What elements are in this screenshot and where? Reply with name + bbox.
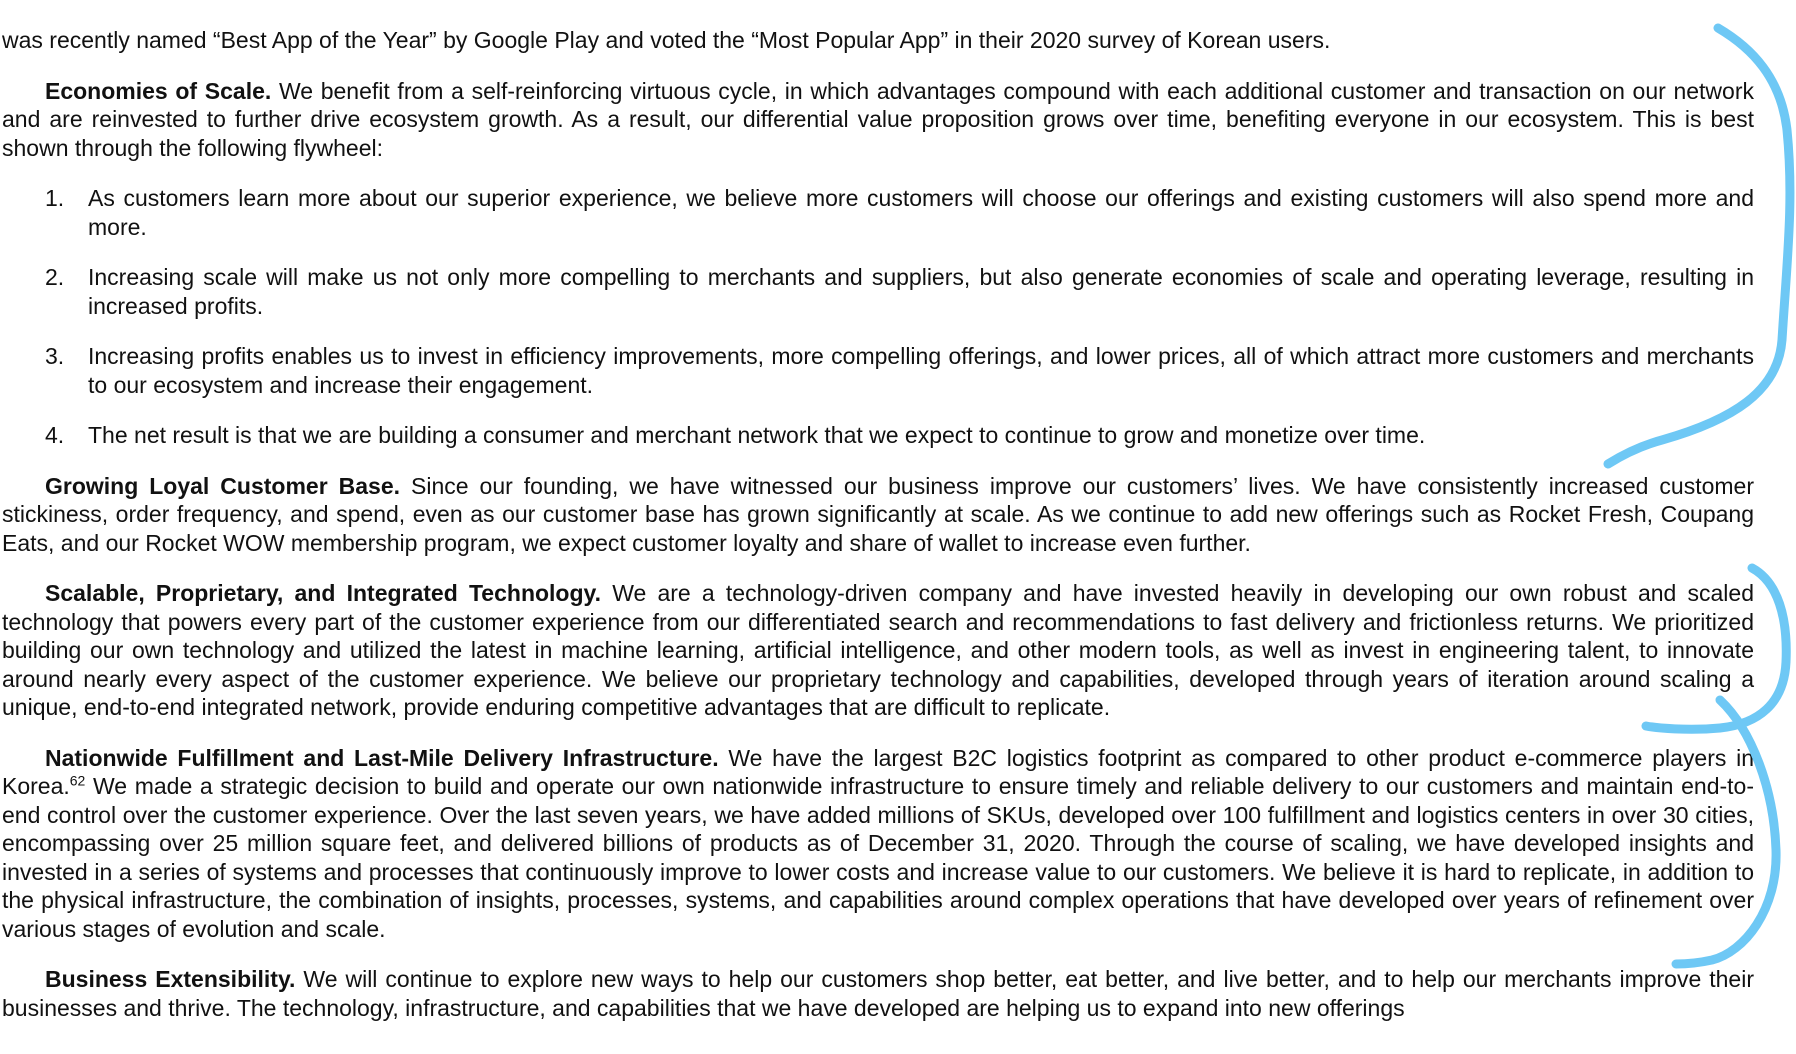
loyal-customer-heading: Growing Loyal Customer Base. <box>45 472 401 499</box>
technology-heading: Scalable, Proprietary, and Integrated Technology. <box>45 580 602 606</box>
list-item-text: Increasing profits enables us to invest in efficiency improvements, more compelling offerings, and lower prices, all of which attract more customers and merchants to our ecosystem and increase their engagement. <box>88 343 1754 398</box>
extensibility-body: We will continue to explore new ways to help our customers shop better, eat better, and live better, and to help our merchants improve their businesses and thrive. The technology, infrastructure, and capabilities that we have developed are helping us to expand into new offerings <box>2 966 1754 1021</box>
footnote-marker: 62 <box>69 772 86 789</box>
document-page <box>2 26 1754 1044</box>
technology-paragraph <box>2 579 1754 722</box>
economies-paragraph <box>2 77 1754 163</box>
economies-body: We benefit from a self-reinforcing virtuous cycle, in which advantages compound with each additional customer and transaction on our network and are reinvested to further drive ecosystem growth. As a result, our differential value proposition grows over time, benefiting everyone in our ecosystem. This is best shown through the following flywheel: <box>2 77 1754 161</box>
fulfillment-body-a: We have the largest B2C logistics footprint as compared to other product e-commerce players in Korea. <box>2 744 1754 799</box>
list-item <box>2 342 1754 399</box>
technology-body: We are a technology-driven company and have invested heavily in developing our own robust and scaled technology that powers every part of the customer experience from our differentiated search and recommendations to fast delivery and frictionless returns. We prioritized building our own technology and utilized the latest in machine learning, artificial intelligence, and other modern tools, as well as invest in engineering talent, to innovate around nearly every aspect of the customer experience. We believe our proprietary technology and capabilities, developed through years of iteration around scaling a unique, end-to-end integrated network, provide enduring competitive advantages that are difficult to replicate. <box>2 580 1754 720</box>
extensibility-paragraph <box>2 965 1754 1022</box>
list-item-number: 3. <box>45 343 65 369</box>
list-item-number: 1. <box>45 185 65 211</box>
flywheel-list <box>2 184 1754 450</box>
list-item <box>2 184 1754 241</box>
fulfillment-body-b: We made a strategic decision to build and operate our own nationwide infrastructure to ensure timely and reliable delivery to our customers and maintain end-to-end control over the customer experience. Over the last seven years, we have added millions of SKUs, developed over 100 fulfillment and logistics centers in over 30 cities, encompassing over 25 million square feet, and delivered billions of products as of December 31, 2020. Through the course of scaling, we have developed insights and invested in a series of systems and processes that continuously improve to lower costs and increase value to our customers. We believe it is hard to replicate, in addition to the physical infrastructure, the combination of insights, processes, systems, and capabilities around complex operations that have developed over years of refinement over various stages of evolution and scale. <box>2 773 1754 942</box>
intro-paragraph <box>2 26 1754 55</box>
list-item <box>2 263 1754 320</box>
extensibility-heading: Business Extensibility. <box>45 966 296 992</box>
list-item-number: 2. <box>45 264 65 290</box>
fulfillment-heading: Nationwide Fulfillment and Last-Mile Delivery Infrastructure. <box>45 744 719 771</box>
list-item-number: 4. <box>45 422 65 448</box>
economies-heading: Economies of Scale. <box>45 77 272 104</box>
list-item-text: The net result is that we are building a consumer and merchant network that we expect to continue to grow and monetize over time. <box>88 422 1426 448</box>
fulfillment-paragraph <box>2 744 1754 944</box>
loyal-customer-body: Since our founding, we have witnessed our business improve our customers’ lives. We have consistently increased customer stickiness, order frequency, and spend, even as our customer base has grown significantly at scale. As we continue to add new offerings such as Rocket Fresh, Coupang Eats, and our Rocket WOW membership program, we expect customer loyalty and share of wallet to increase even further. <box>2 472 1754 556</box>
list-item-text: Increasing scale will make us not only more compelling to merchants and suppliers, but also generate economies of scale and operating leverage, resulting in increased profits. <box>88 264 1754 319</box>
list-item-text: As customers learn more about our superior experience, we believe more customers will choose our offerings and existing customers will also spend more and more. <box>88 185 1754 240</box>
intro-text: was recently named “Best App of the Year” by Google Play and voted the “Most Popular App” in their 2020 survey of Korean users. <box>2 27 1331 53</box>
list-item <box>2 421 1754 450</box>
loyal-customer-paragraph <box>2 472 1754 558</box>
